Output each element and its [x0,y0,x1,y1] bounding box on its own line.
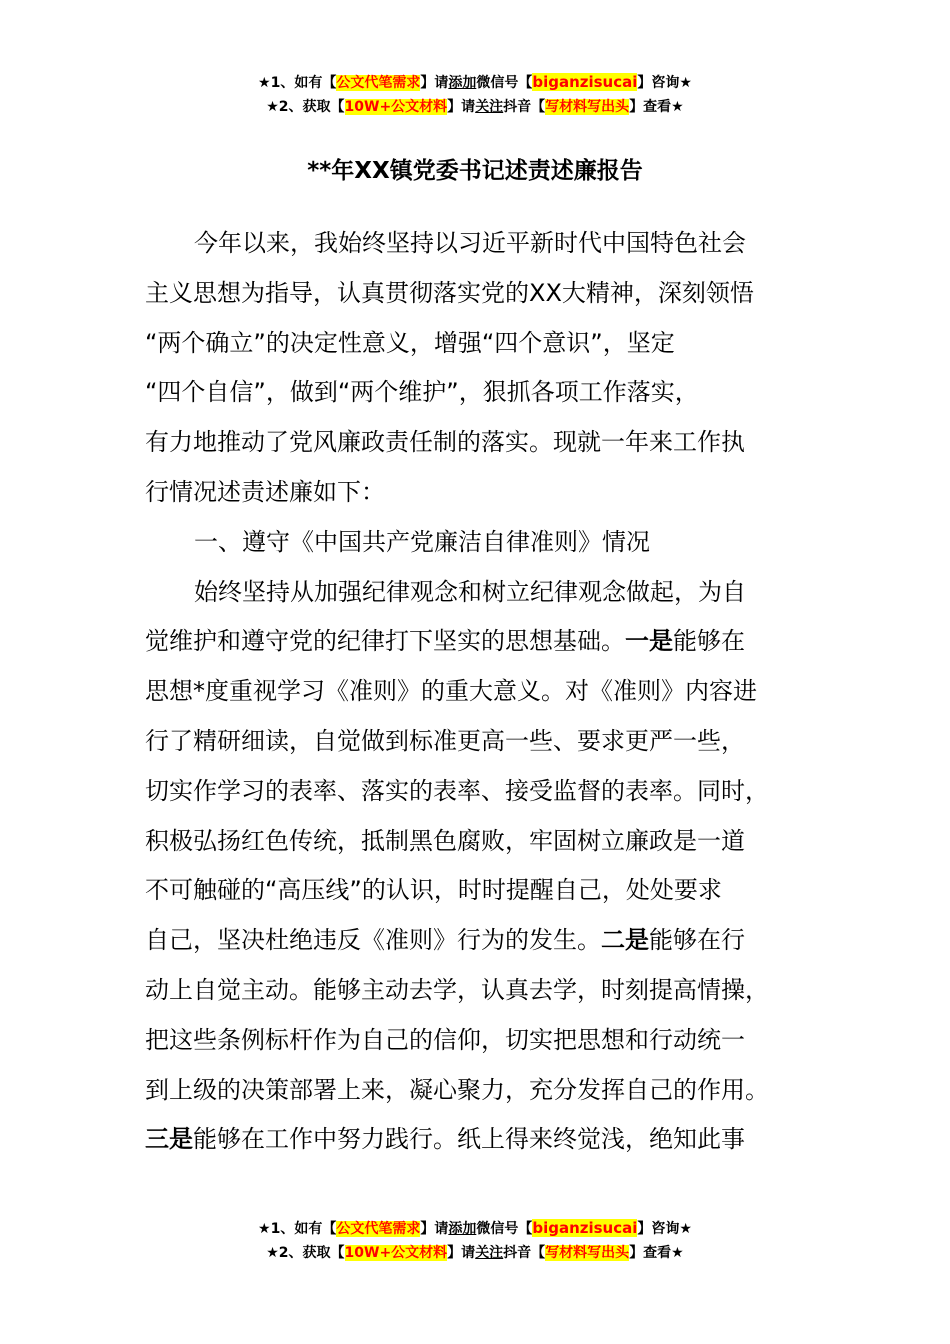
paragraph-line: 行情况述责述廉如下： [145,477,385,506]
promo-text: 抖音【 [503,99,546,115]
promo-text: 抖音【 [503,1245,546,1261]
promo-highlight: 公文代笔需求 [336,75,421,91]
promo-text: 】咨询★ [637,1221,692,1237]
paragraph-line: 今年以来，我始终坚持以习近平新时代中国特色社会 [194,229,746,257]
promo-text: 】请 [420,75,449,91]
promo-wechat-id: biganzisucai [532,73,638,91]
paragraph-line [145,1115,845,1165]
promo-underlined: 添加 [448,75,477,91]
paragraph-text: 能够在工作中努力践行。纸上得来终觉浅，绝知此事 [193,1125,745,1154]
paragraph-line: “四个自信”，做到“两个维护”，狠抓各项工作落实， [145,378,699,407]
paragraph-line [145,916,845,966]
promo-underlined: 添加 [448,1221,477,1237]
promo-text: 】请 [420,1221,449,1237]
promo-line-2 [0,95,950,119]
promo-highlight: 10W+公文材料 [344,99,448,115]
promo-text: 】查看★ [629,1245,684,1261]
document-title: **年XX镇党委书记述责述廉报告 [307,158,643,184]
bold-marker: 一是 [625,627,673,656]
bottom-promo-banner [0,1216,950,1265]
paragraph-line: 行了精研细读，自觉做到标准更高一些、要求更严一些， [145,726,745,755]
promo-text: 微信号【 [476,1221,533,1237]
paragraph-line: 把这些条例标杆作为自己的信仰，切实把思想和行动统一 [145,1025,745,1054]
promo-douyin-name: 写材料写出头 [545,1245,630,1261]
paragraph-line: 思想*度重视学习《准则》的重大意义。对《准则》内容进 [145,677,757,706]
promo-underlined: 关注 [475,99,504,115]
promo-text: 】请 [447,1245,476,1261]
paragraph-line: 动上自觉主动。能够主动去学，认真去学，时刻提高情操， [145,975,769,1004]
bold-marker: 三是 [145,1125,193,1154]
promo-text: 微信号【 [476,75,533,91]
paragraph-line: 主义思想为指导，认真贯彻落实党的XX大精神，深刻领悟 [145,278,754,307]
paragraph-text: 能够在行 [649,926,745,955]
promo-line-1 [0,70,950,95]
paragraph-text: 觉维护和遵守党的纪律打下坚实的思想基础。 [145,627,625,656]
promo-text: ★2、获取【 [266,99,345,115]
promo-line-1 [0,1216,950,1241]
paragraph-line: 积极弘扬红色传统，抵制黑色腐败，牢固树立廉政是一道 [145,826,745,855]
promo-text: 】请 [447,99,476,115]
promo-line-2 [0,1241,950,1265]
paragraph-line: 始终坚持从加强纪律观念和树立纪律观念做起，为自 [194,577,746,606]
promo-text: ★1、如有【 [258,75,337,91]
paragraph-line: “两个确立”的决定性意义，增强“四个意识”，坚定 [145,328,675,357]
promo-highlight: 10W+公文材料 [344,1245,448,1261]
section-heading: 一、遵守《中国共产党廉洁自律准则》情况 [194,527,650,556]
paragraph-line: 切实作学习的表率、落实的表率、接受监督的表率。同时， [145,776,769,805]
paragraph-line: 到上级的决策部署上来，凝心聚力，充分发挥自己的作用。 [145,1075,769,1104]
promo-text: 】咨询★ [637,75,692,91]
promo-douyin-name: 写材料写出头 [545,99,630,115]
document-body [145,219,845,1165]
promo-underlined: 关注 [475,1245,504,1261]
promo-text: ★1、如有【 [258,1221,337,1237]
promo-text: ★2、获取【 [266,1245,345,1261]
paragraph-line: 有力地推动了党风廉政责任制的落实。现就一年来工作执 [145,428,745,457]
paragraph-text: 能够在 [673,627,745,656]
paragraph-text: 自己，坚决杜绝违反《准则》行为的发生。 [145,926,601,955]
bold-marker: 二是 [601,926,649,955]
promo-wechat-id: biganzisucai [532,1219,638,1237]
promo-highlight: 公文代笔需求 [336,1221,421,1237]
top-promo-banner [0,70,950,119]
paragraph-line [145,617,845,667]
paragraph-line: 不可触碰的“高压线”的认识，时时提醒自己，处处要求 [145,876,722,905]
promo-text: 】查看★ [629,99,684,115]
